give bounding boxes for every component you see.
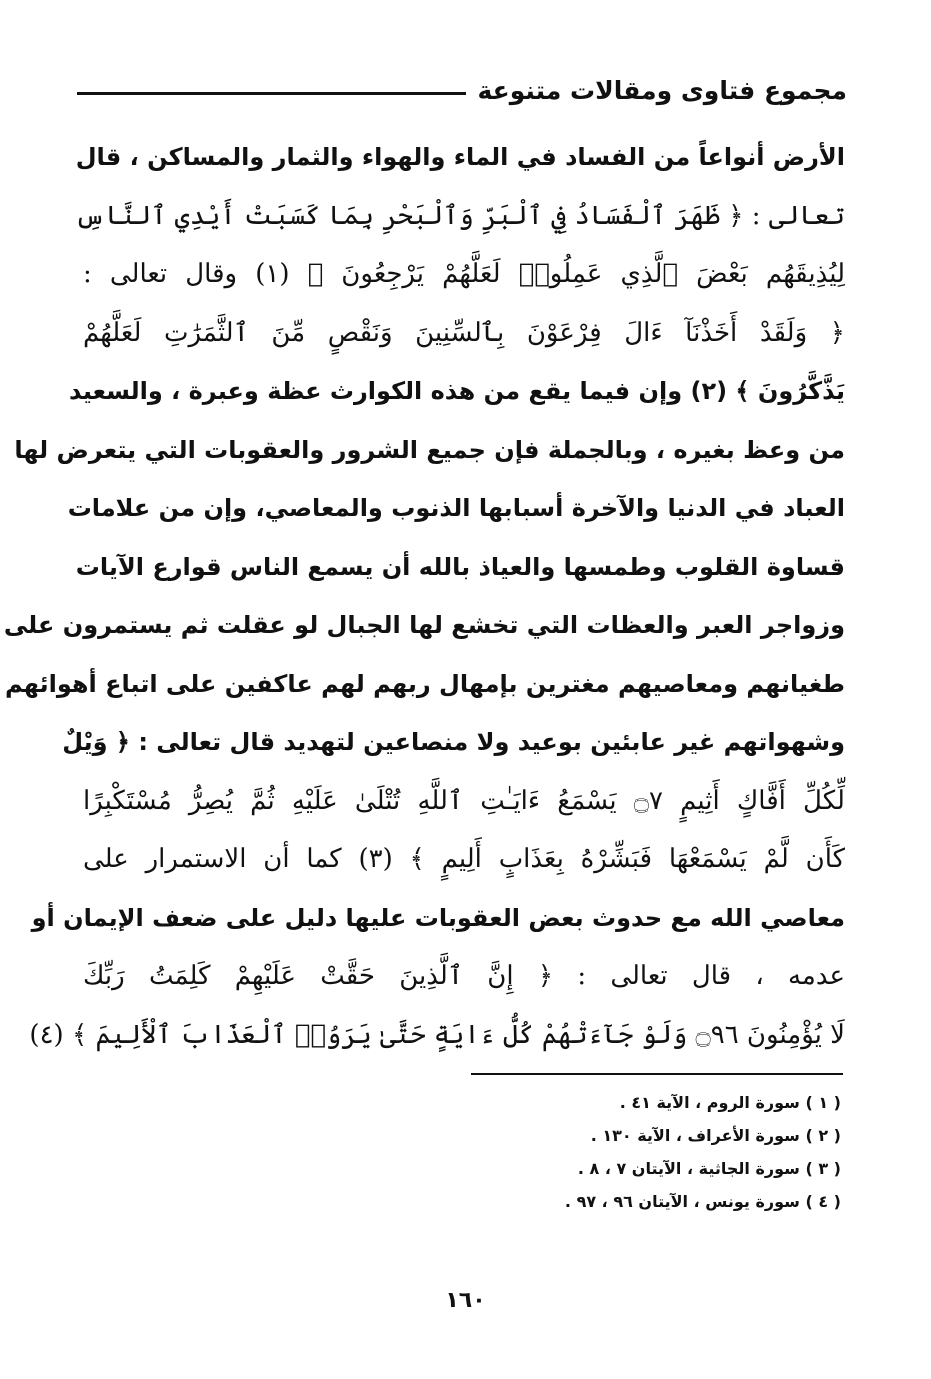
text-line: عدمه ، قال تعالى : ﴿ إِنَّ ٱلَّذِينَ حَقَّتْ عَلَيْهِمْ كَلِمَتُ رَبِّكَ	[83, 961, 845, 991]
text-line: من وعظ بغيره ، وبالجملة فإن جميع الشرور والعقوبات التي يتعرض لها	[14, 435, 845, 464]
footnote: ( ٤ ) سورة يونس ، الآيتان ٩٦ ، ٩٧ .	[564, 1192, 841, 1211]
body-text	[3, 128, 845, 1064]
text-line: وزواجر العبر والعظات التي تخشع لها الجبال لو عقلت ثم يستمرون على	[3, 611, 845, 639]
text-line: كَأَن لَّمْ يَسْمَعْهَا فَبَشِّرْهُ بِعَذَابٍ أَلِيمٍ ﴾ (٣) كما أن الاستمرار على	[83, 844, 845, 874]
footnote: ( ١ ) سورة الروم ، الآية ٤١ .	[619, 1093, 841, 1112]
page-number: ١٦٠	[445, 1288, 486, 1313]
text-line: لِّكُلِّ أَفَّاكٍ أَثِيمٍ ۝٧ يَسْمَعُ ءَايَـٰتِ ٱللَّهِ تُتْلَىٰ عَلَيْهِ ثُمَّ يُصِرُّ مُسْتَكْبِرًا	[83, 785, 845, 816]
text-line: وشهواتهم غير عابئين بوعيد ولا منصاعين لتهديد قال تعالى : ﴿ وَيْلٌ	[62, 728, 845, 756]
footnote: ( ٣ ) سورة الجاثية ، الآيتان ٧ ، ٨ .	[577, 1159, 841, 1178]
footnote-rule	[471, 1073, 843, 1075]
text-line: طغيانهم ومعاصيهم مغترين بإمهال ربهم لهم عاكفين على اتباع أهوائهم	[4, 669, 845, 698]
text-line: معاصي الله مع حدوث بعض العقوبات عليها دليل على ضعف الإيمان أو	[31, 903, 845, 932]
footnotes	[421, 1086, 841, 1218]
header-rule	[77, 92, 466, 95]
footnote: ( ٢ ) سورة الأعراف ، الآية ١٣٠ .	[590, 1126, 841, 1145]
text-line: الأرض أنواعاً من الفساد في الماء والهواء والثمار والمساكن ، قال	[75, 143, 845, 171]
text-line: قساوة القلوب وطمسها والعياذ بالله أن يسمع الناس قوارع الآيات	[75, 552, 845, 581]
running-header	[77, 70, 847, 110]
text-line: العباد في الدنيا والآخرة أسبابها الذنوب والمعاصي، وإن من علامات	[67, 494, 845, 522]
text-line: ﴿ وَلَقَدْ أَخَذْنَآ ءَالَ فِرْعَوْنَ بِٱلسِّنِينَ وَنَقْصٍ مِّنَ ٱلثَّمَرَٰتِ لَعَلَّهُمْ	[83, 317, 845, 348]
text-line: يَذَّكَّرُونَ ﴾ (٢) وإن فيما يقع من هذه الكوارث عظة وعبرة ، والسعيد	[69, 377, 845, 405]
text-line: لِيُذِيقَهُم بَعْضَ ٱلَّذِي عَمِلُوا۟ لَعَلَّهُمْ يَرْجِعُونَ ﴾ (١) وقال تعالى :	[83, 259, 845, 289]
running-title: مجموع فتاوى ومقالات متنوعة	[477, 75, 847, 105]
text-line: تعالى : ﴿ ظَهَرَ ٱلْفَسَادُ فِي ٱلْبَرِّ وَٱلْبَحْرِ بِمَا كَسَبَتْ أَيْدِي ٱلنَّاسِ	[75, 200, 845, 231]
text-line: لَا يُؤْمِنُونَ ۝٩٦ وَلَوْ جَآءَتْهُمْ كُلُّ ءَايَةٍ حَتَّىٰ يَرَوُا۟ ٱلْعَذَابَ ٱلْأَلِيمَ ﴾ (٤)	[29, 1019, 845, 1050]
